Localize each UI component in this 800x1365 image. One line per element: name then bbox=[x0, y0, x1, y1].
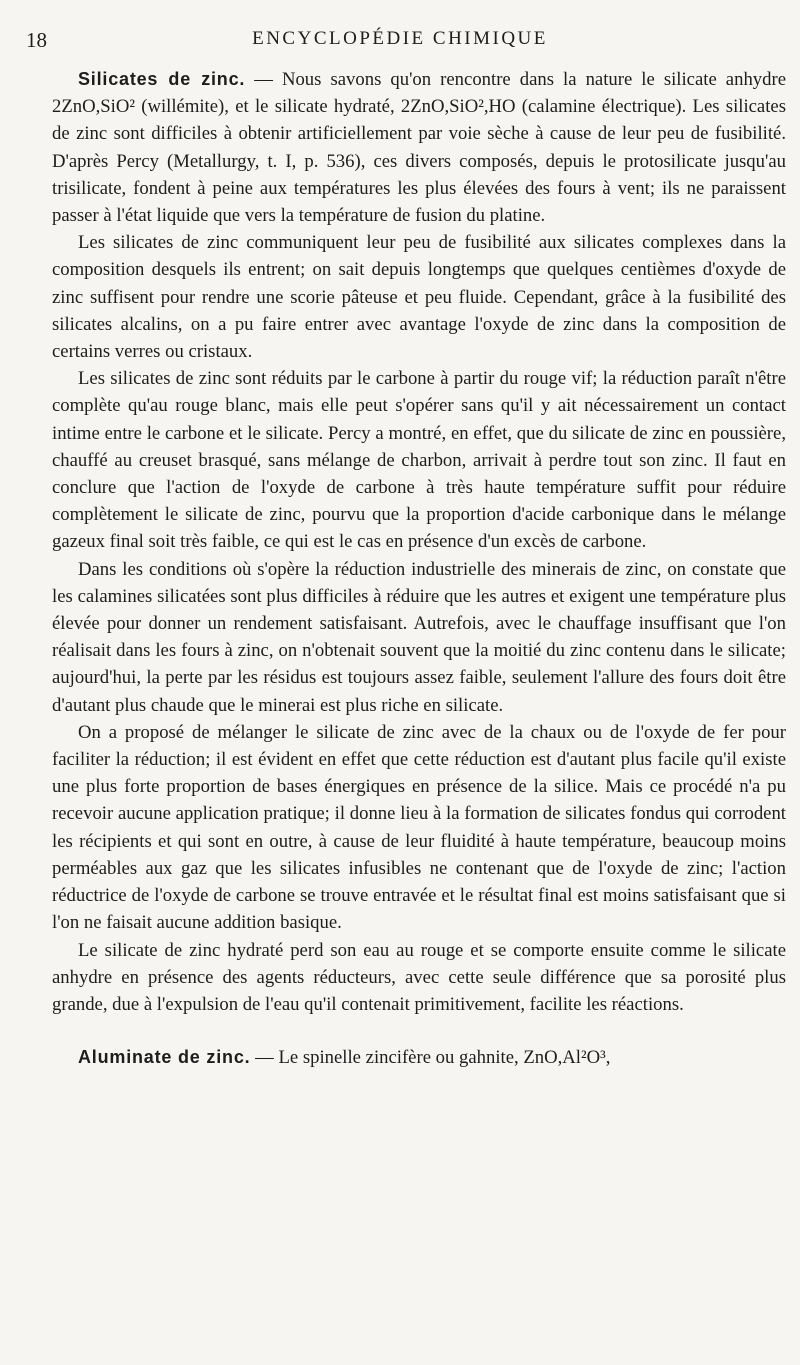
page-header bbox=[26, 26, 774, 58]
page-body bbox=[52, 66, 786, 1071]
section-title-aluminate: Aluminate de zinc. bbox=[78, 1047, 251, 1068]
paragraph: Le silicate de zinc hydraté perd son eau au rouge et se comporte ensuite comme le silicate anhydre en présence des agents réducteurs, avec cette seule différence que sa porosité plus grande, due à l'expulsion de l'eau qu'il contenait primitivement, facilite les réactions. bbox=[52, 939, 786, 1015]
section-title-silicates: Silicates de zinc. bbox=[78, 69, 246, 89]
paragraph bbox=[52, 1044, 786, 1071]
page-number: 18 bbox=[26, 28, 47, 52]
paragraph: Les silicates de zinc sont réduits par le carbone à partir du rouge vif; la réduction paraît n'être complète qu'au rouge blanc, mais elle peut s'opérer sans qu'il y ait nécessairement un contact intime entre le carbone et le silicate. Percy a montré, en effet, que du silicate de zinc en poussière, chauffé au creuset brasqué, sans mélange de charbon, arrivait à perdre tout son zinc. Il faut en conclure que l'action de l'oxyde de carbone à très haute température suffit pour réduire complètement le silicate de zinc, pourvu que la proportion d'acide carbonique dans le mélange gazeux final soit très faible, ce qui est le cas en présence d'un excès de carbone. bbox=[52, 368, 786, 553]
paragraph: Les silicates de zinc communiquent leur peu de fusibilité aux silicates complexes dans la composition desquels ils entrent; on sait depuis longtemps que quelques centièmes d'oxyde de zinc suffisent pour rendre une scorie pâteuse et peu fluide. Cependant, grâce à la fusibilité des silicates alcalins, on a pu faire entrer avec avantage l'oxyde de zinc dans la composition de certains verres ou cristaux. bbox=[52, 232, 786, 363]
paragraph bbox=[52, 66, 786, 229]
section-aluminate bbox=[52, 1044, 786, 1071]
paragraph-text: — Le spinelle zincifère ou gahnite, ZnO,Al²O³, bbox=[250, 1047, 611, 1069]
paragraph: Dans les conditions où s'opère la réduction industrielle des minerais de zinc, on constate que les calamines silicatées sont plus difficiles à réduire que les autres et exigent une température plus élevée pour donner un rendement satisfaisant. Autrefois, avec le chauffage insuffisant que l'on réalisait dans les fours à zinc, on n'obtenait souvent que la moitié du zinc contenu dans le silicate; aujourd'hui, la perte par les résidus est toujours assez faible, seulement l'allure des fours doit être d'autant plus chaude que le minerai est plus riche en silicate. bbox=[52, 558, 786, 716]
paragraph-text: — Nous savons qu'on rencontre dans la nature le silicate anhydre 2ZnO,SiO² (willémite), et le silicate hydraté, 2ZnO,SiO²,HO (calamine électrique). Les silicates de zinc sont difficiles à obtenir artificiellement par voie sèche à cause de leur peu de fusibilité. D'après Percy (Metallurgy, t. I, p. 536), ces divers composés, depuis le protosilicate jusqu'au trisilicate, fondent à peine aux températures les plus élevées des fours à vent; ils ne paraissent passer à l'état liquide que vers la température de fusion du platine. bbox=[52, 69, 786, 227]
paragraph: On a proposé de mélanger le silicate de zinc avec de la chaux ou de l'oxyde de fer pour faciliter la réduction; il est évident en effet que cette réduction est d'autant plus facile qu'il existe une plus forte proportion de bases énergiques en présence de la silice. Mais ce procédé n'a pu recevoir aucune application pratique; il donne lieu à la formation de silicates fondus qui corrodent les récipients et qui sont en outre, à cause de leur fluidité à haute température, beaucoup moins perméables aux gaz que les silicates infusibles ne contenant que de l'oxyde de zinc; l'action réductrice de l'oxyde de carbone se trouve entravée et le résultat final est moins satisfaisant que si l'on ne faisait aucune addition basique. bbox=[52, 721, 786, 934]
running-title: ENCYCLOPÉDIE CHIMIQUE bbox=[252, 28, 548, 49]
